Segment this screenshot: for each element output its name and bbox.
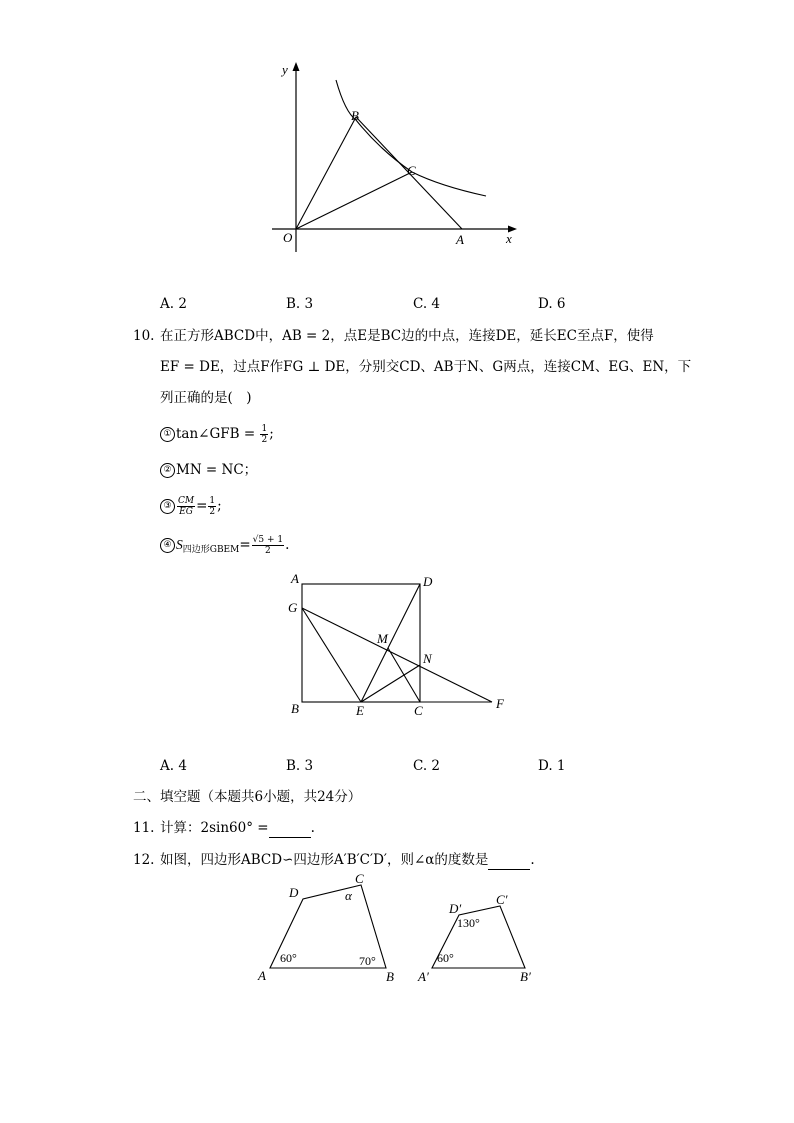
- label-n: N: [423, 651, 432, 666]
- figure-similar-quadrilaterals: [250, 868, 550, 990]
- label-a: A: [456, 232, 464, 247]
- statement-3-eg: EG: [179, 507, 193, 517]
- hyperbola-curve: [336, 80, 486, 196]
- q10-line1: 在正方形ABCD中，AB = 2，点E是BC边的中点，连接DE，延长EC至点F，使得: [160, 328, 654, 344]
- q9-option-b[interactable]: B. 3: [286, 296, 314, 312]
- q10-statement-1: [160, 424, 274, 445]
- segment-ed: [361, 584, 420, 702]
- statement-3-end: ;: [217, 498, 222, 514]
- segment-ob: [296, 117, 356, 229]
- q11-number: 11.: [133, 820, 155, 836]
- q12-question: [160, 850, 535, 870]
- q9-option-d[interactable]: D. 6: [538, 296, 566, 312]
- statement-4-den: 2: [265, 546, 271, 556]
- statement-4-eq: =: [239, 537, 251, 553]
- q11-answer-blank[interactable]: [269, 823, 311, 838]
- statement-4-s: S: [176, 537, 183, 552]
- label-b-prime: B′: [520, 969, 531, 984]
- q10-option-b[interactable]: B. 3: [286, 758, 314, 774]
- label-b: B: [351, 108, 359, 123]
- statement-1-mark: ①: [160, 427, 175, 442]
- q10-line2: EF = DE，过点F作FG ⊥ DE，分别交CD、AB于N、G两点，连接CM、EG、EN，下: [160, 359, 692, 375]
- segment-oc: [296, 172, 412, 229]
- statement-1-num: 1: [261, 424, 268, 434]
- label-a: A: [258, 968, 266, 983]
- label-alpha: α: [345, 888, 352, 903]
- figure-hyperbola-triangle: [262, 58, 532, 258]
- label-d: D: [423, 574, 433, 589]
- statement-1-den: 2: [261, 435, 268, 445]
- q10-statement-3: [160, 496, 222, 517]
- angle-d-prime-130: 130°: [457, 916, 480, 930]
- label-c-prime: C′: [496, 892, 508, 907]
- label-y: y: [282, 62, 288, 77]
- statement-4-mark: ④: [160, 538, 175, 553]
- q10-line3: 列正确的是( ): [160, 390, 252, 406]
- q11-text: 计算：2sin60° =: [160, 820, 269, 836]
- statement-2-mark: ②: [160, 463, 175, 478]
- q10-option-a[interactable]: A. 4: [160, 758, 187, 774]
- statement-3-eq: =: [196, 498, 208, 514]
- angle-a-60: 60°: [280, 951, 297, 965]
- label-m: M: [377, 631, 388, 646]
- statement-1-end: ;: [269, 426, 274, 442]
- square-abcd: [302, 584, 420, 702]
- q10-number: 10.: [133, 328, 155, 344]
- q10-option-c[interactable]: C. 2: [413, 758, 441, 774]
- label-f: F: [496, 696, 504, 711]
- figure-square-construction: [282, 568, 512, 720]
- statement-4-sub: 四边形GBEM: [182, 545, 240, 555]
- statement-1-text: tan∠GFB =: [176, 426, 256, 442]
- q9-option-a[interactable]: A. 2: [160, 296, 187, 312]
- statement-3-num: 1: [209, 496, 216, 506]
- statement-3-cm: CM: [178, 496, 195, 506]
- q12-text: 如图，四边形ABCD∽四边形A′B′C′D′，则∠α的度数是: [160, 852, 489, 868]
- label-d-prime: D′: [449, 901, 462, 916]
- statement-3-fraction-left: [177, 496, 195, 517]
- label-g: G: [288, 600, 298, 615]
- q11-end: .: [310, 820, 315, 836]
- label-a-prime: A′: [418, 969, 429, 984]
- statement-3-mark: ③: [160, 499, 175, 514]
- statement-4-end: .: [285, 537, 290, 553]
- label-b: B: [291, 701, 299, 716]
- label-x: x: [506, 231, 512, 246]
- angle-a-prime-60: 60°: [437, 951, 454, 965]
- q10-statement-2: [160, 460, 257, 480]
- label-e: E: [356, 703, 364, 718]
- statement-4-fraction: [252, 535, 284, 556]
- q12-number: 12.: [133, 852, 155, 868]
- q10-option-d[interactable]: D. 1: [538, 758, 566, 774]
- label-c: C: [414, 703, 423, 718]
- q12-end: .: [530, 852, 535, 868]
- section-2-heading: 二、填空题（本题共6小题，共24分）: [133, 789, 362, 805]
- y-axis-arrow-icon: [293, 62, 300, 71]
- label-a: A: [291, 571, 299, 586]
- statement-1-fraction: [260, 424, 268, 445]
- statement-2-text: MN = NC；: [176, 462, 258, 478]
- label-o: O: [283, 230, 293, 245]
- label-c: C: [355, 871, 364, 886]
- angle-b-70: 70°: [359, 954, 376, 968]
- statement-3-den: 2: [209, 507, 216, 517]
- q9-option-c[interactable]: C. 4: [413, 296, 441, 312]
- statement-4-num: √5 + 1: [252, 535, 284, 545]
- label-d: D: [289, 885, 299, 900]
- label-c: C: [407, 163, 416, 178]
- statement-3-fraction-right: [208, 496, 216, 517]
- label-b: B: [386, 969, 394, 984]
- q11-question: [160, 818, 315, 838]
- segment-gf: [302, 608, 492, 702]
- q10-statement-4: [160, 535, 289, 560]
